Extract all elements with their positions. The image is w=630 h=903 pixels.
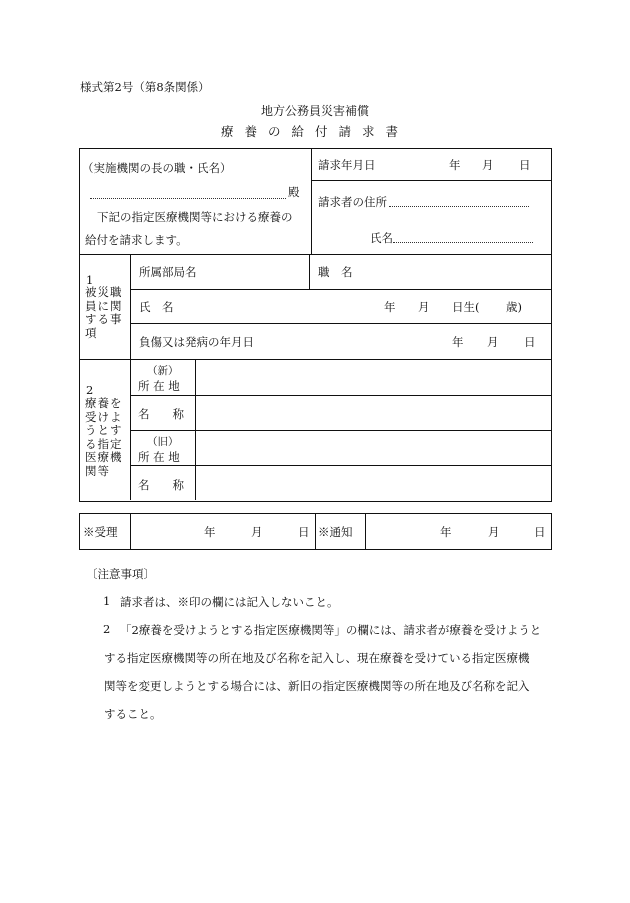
injury-date-label: 負傷又は発病の年月日	[139, 335, 254, 349]
injury-year[interactable]: 年	[452, 335, 464, 349]
request-text-line2: 給付を請求します。	[85, 233, 188, 247]
birth-month[interactable]: 月	[418, 300, 430, 314]
notes-heading: 〔注意事項〕	[86, 567, 155, 581]
note2-line3: 関等を変更しようとする場合には、新旧の指定医療機関等の所在地及び名称を記入	[104, 679, 530, 693]
section1-position-divider	[309, 254, 310, 289]
notice-month: 月	[488, 525, 500, 539]
section2-number: 2	[86, 383, 94, 397]
employee-name-label: 氏 名	[139, 300, 174, 314]
note2-number: 2	[103, 622, 111, 636]
top-divider-vertical	[311, 148, 312, 254]
section1-number: 1	[86, 273, 94, 287]
form-title-line2: 療養の給付請求書	[220, 124, 409, 139]
applicant-name-dotted-line[interactable]	[393, 242, 533, 243]
addressee-dotted-line[interactable]	[90, 198, 286, 199]
position-label: 職 名	[318, 265, 353, 279]
section1-row-line-2	[130, 323, 551, 324]
notice-label: ※通知	[318, 525, 353, 539]
addressee-label: （実施機関の長の職・氏名）	[82, 161, 232, 175]
section1-top-line	[79, 254, 551, 255]
old-tag: （旧）	[147, 436, 179, 448]
department-label: 所属部局名	[139, 265, 197, 279]
notice-day: 日	[534, 525, 546, 539]
old-location-label: 所 在 地	[138, 450, 180, 464]
birth-day-label[interactable]: 日生(	[452, 300, 480, 314]
section2-row-line-2	[130, 430, 551, 431]
notice-year: 年	[440, 525, 452, 539]
new-tag: （新）	[147, 365, 179, 377]
note2-line4: すること。	[104, 707, 162, 721]
old-name-label: 名 称	[138, 478, 184, 492]
request-year[interactable]: 年	[449, 158, 461, 172]
section2-row-line-3	[130, 465, 551, 466]
new-location-label: 所 在 地	[138, 379, 180, 393]
request-day[interactable]: 日	[519, 158, 531, 172]
injury-day[interactable]: 日	[524, 335, 536, 349]
received-day: 日	[298, 525, 310, 539]
section1-heading-divider	[130, 254, 131, 500]
request-text-line1: 下記の指定医療機関等における療養の	[97, 210, 293, 224]
office-middle-divider	[315, 513, 316, 549]
section2-top-line	[79, 359, 551, 360]
note1-number: 1	[103, 594, 111, 608]
received-month: 月	[251, 525, 263, 539]
injury-month[interactable]: 月	[487, 335, 499, 349]
note2-line2: する指定医療機関等の所在地及び名称を記入し、現在療養を受けている指定医療機	[104, 651, 530, 665]
section2-row-line-1	[130, 395, 551, 396]
age-label[interactable]: 歳)	[506, 300, 522, 314]
request-month[interactable]: 月	[482, 158, 494, 172]
request-date-label: 請求年月日	[318, 158, 376, 172]
birth-year[interactable]: 年	[384, 300, 396, 314]
section1-heading: 被災職 員に関 する事 項	[85, 285, 123, 340]
applicant-address-label: 請求者の住所	[318, 195, 387, 209]
honorific: 殿	[288, 185, 300, 199]
office-received-divider	[130, 513, 131, 549]
new-name-label: 名 称	[138, 407, 184, 421]
note1-text: 請求者は、※印の欄には記入しないこと。	[120, 595, 339, 609]
section1-row-line-1	[130, 289, 551, 290]
top-right-row-line	[311, 180, 551, 181]
form-title-line1: 地方公務員災害補償	[260, 104, 369, 118]
section2-heading: 療養を 受けよ うとす る指定 医療機 関等	[85, 396, 123, 478]
received-label: ※受理	[83, 525, 118, 539]
applicant-address-dotted-line[interactable]	[389, 206, 529, 207]
form-number: 様式第2号（第8条関係）	[80, 80, 210, 94]
applicant-name-label: 氏名	[370, 231, 393, 245]
office-notice-divider	[365, 513, 366, 549]
received-year: 年	[204, 525, 216, 539]
note2-line1: 「2療養を受けようとする指定医療機関等」の欄には、請求者が療養を受けようと	[120, 623, 542, 637]
